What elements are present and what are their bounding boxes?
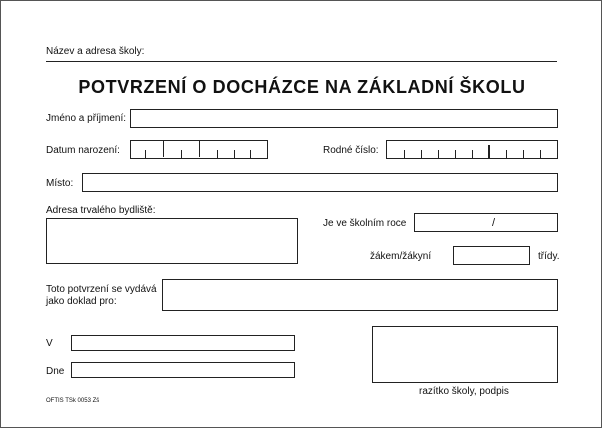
birth-date-digit-separator: [181, 150, 182, 158]
form-title: POTVRZENÍ O DOCHÁZCE NA ZÁKLADNÍ ŠKOLU: [78, 77, 526, 97]
birth-number-digit-separator: [540, 150, 541, 158]
birth-number-label: Rodné číslo:: [323, 145, 379, 156]
school-year-field[interactable]: [414, 213, 558, 232]
birth-date-digit-separator: [250, 150, 251, 158]
birth-date-digit-separator: [217, 150, 218, 158]
birth-number-digit-separator: [455, 150, 456, 158]
pupil-label: žákem/žákyní: [370, 251, 432, 262]
birth-date-month-separator: [199, 141, 200, 157]
issue-date-field[interactable]: [71, 362, 295, 378]
school-year-separator: /: [492, 217, 496, 229]
stamp-label: razítko školy, podpis: [419, 386, 509, 397]
name-field[interactable]: [130, 109, 558, 128]
birth-date-day-separator: [163, 141, 164, 157]
class-label: třídy.: [538, 251, 560, 262]
address-field[interactable]: [46, 218, 298, 264]
birth-number-digit-separator: [506, 150, 507, 158]
birth-number-digit-separator: [472, 150, 473, 158]
birth-number-digit-separator: [438, 150, 439, 158]
birth-number-digit-separator: [421, 150, 422, 158]
birth-date-label: Datum narození:: [46, 145, 120, 156]
birth-date-digit-separator: [145, 150, 146, 158]
birth-date-field[interactable]: [130, 140, 268, 159]
address-label: Adresa trvalého bydliště:: [46, 205, 156, 216]
place-label: Místo:: [46, 178, 74, 189]
birth-number-digit-separator: [523, 150, 524, 158]
date-label: Dne: [46, 366, 65, 377]
name-label: Jméno a příjmení:: [46, 113, 127, 124]
stamp-field[interactable]: [372, 326, 558, 383]
birth-number-slash-separator: [488, 145, 490, 158]
issue-place-field[interactable]: [71, 335, 295, 351]
purpose-field[interactable]: [162, 279, 558, 311]
birth-number-digit-separator: [404, 150, 405, 158]
class-field[interactable]: [453, 246, 530, 265]
in-label: V: [46, 338, 53, 349]
place-field[interactable]: [82, 173, 558, 192]
purpose-label-line2: jako doklad pro:: [46, 296, 117, 307]
school-name-line: [46, 61, 557, 62]
school-year-label: Je ve školním roce: [323, 218, 407, 229]
purpose-label-line1: Toto potvrzení se vydává: [46, 284, 157, 295]
form-code: OFTIS TSk 0053 Zš: [46, 398, 100, 404]
school-name-label: Název a adresa školy:: [46, 46, 145, 57]
birth-date-digit-separator: [234, 150, 235, 158]
birth-number-field[interactable]: [386, 140, 558, 159]
